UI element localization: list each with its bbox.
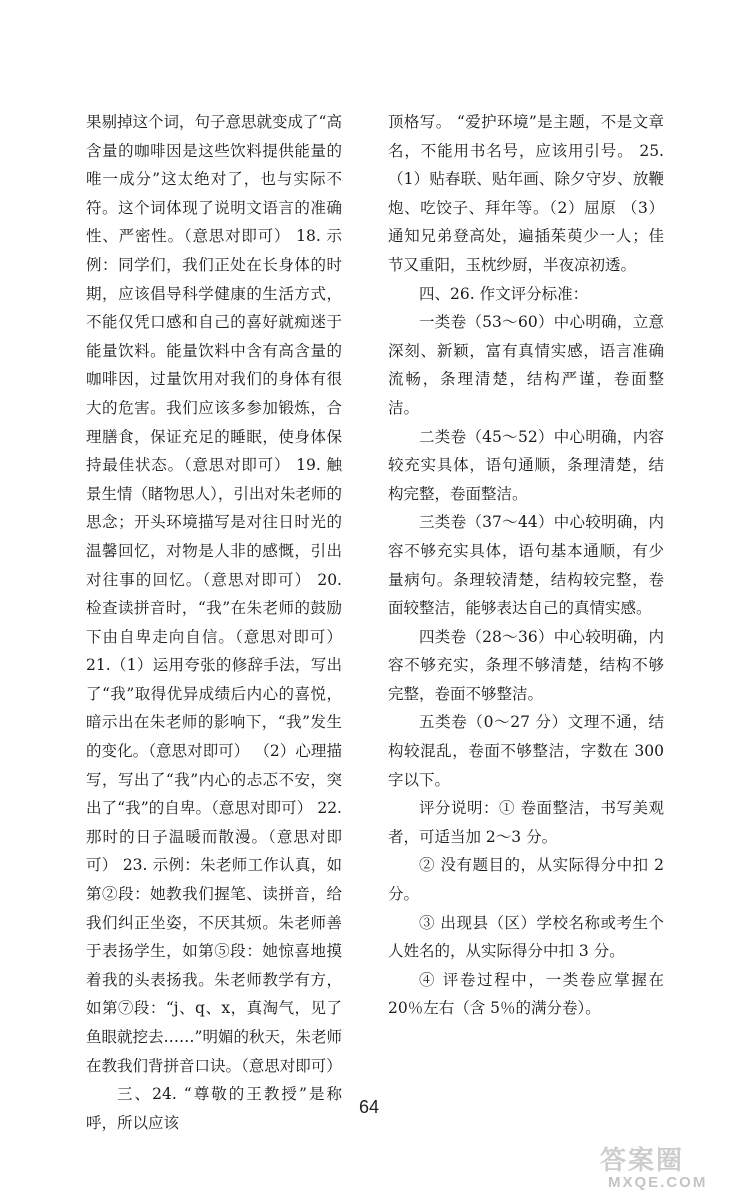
right-column [388, 108, 664, 1023]
grade-three: 三类卷（37～44）中心较明确，内容不够充实具体，语句基本通顺，有少量病句。条理较清楚，结构较完整，卷面较整洁，能够表达自己的真情实感。 [388, 513, 664, 618]
answers-17-23: 果剔掉这个词，句子意思就变成了“高含量的咖啡因是这些饮料提供能量的唯一成分”这太绝对了，也与实际不符。这个词体现了说明文语言的准确性、严密性。（意思对即可） 18. 示例：同学们，我们正处在长身体的时期，应该倡导科学健康的生活方式，不能仅凭口感和自己的喜好就痴迷于能量饮料。能量饮料中含有高含量的咖啡因，过量饮用对我们的身体有很大的危害。我们应该多参加锻炼，合理膳食，保证充足的睡眠，使身体保持最佳状态。（意思对即可） 19. 触景生情（睹物思人），引出对朱老师的思念；开头环境描写是对往日时光的温馨回忆，对物是人非的感慨，引出对往事的回忆。（意思对即可） 20. 检查读拼音时，“我”在朱老师的鼓励下由自卑走向自信。（意思对即可） 21.（1）运用夸张的修辞手法，写出了“我”取得优异成绩后内心的喜悦，暗示出在朱老师的影响下，“我”发生的变化。（意思对即可） （2）心理描写，写出了“我”内心的忐忑不安，突出了“我”的自卑。（意思对即可） 22. 那时的日子温暖而散漫。（意思对即可） 23. 示例：朱老师工作认真，如第②段：她教我们握笔、读拼音，给我们纠正坐姿，不厌其烦。朱老师善于表扬学生，如第⑤段：她惊喜地摸着我的头表扬我。朱老师教学有方，如第⑦段：“j、q、x，真淘气，见了鱼眼就挖去……”明媚的秋天，朱老师在教我们背拼音口诀。（意思对即可） [86, 113, 342, 1075]
left-column [86, 108, 342, 1137]
watermark-top-text: 答案圈 [600, 1145, 685, 1175]
watermark-bottom-text: MXQE.COM [608, 1174, 708, 1191]
scoring-note-4: ④ 评卷过程中，一类卷应掌握在 20％左右（含 5％的满分卷）。 [388, 970, 664, 1018]
page-number: 64 [358, 1097, 380, 1117]
scoring-note-1: 评分说明：① 卷面整洁，书写美观者，可适当加 2～3 分。 [388, 799, 664, 846]
answer-24-start: 三、24. “尊敬的王教授”是称呼，所以应该 [86, 1085, 342, 1132]
section-four-heading: 四、26. 作文评分标准： [419, 284, 589, 303]
watermark-logo [600, 1140, 728, 1196]
scoring-note-2: ② 没有题目的，从实际得分中扣 2 分。 [388, 856, 664, 904]
grade-one: 一类卷（53～60）中心明确，立意深刻、新颖，富有真情实感，语言准确流畅，条理清楚，结构严谨，卷面整洁。 [388, 313, 664, 417]
scoring-note-3: ③ 出现县（区）学校名称或考生个人姓名的，从实际得分中扣 3 分。 [388, 913, 664, 961]
answers-24-25: 顶格写。 “爱护环境”是主题，不是文章名，不能用书名号，应该用引号。 25.（1）贴春联、贴年画、除夕守岁、放鞭炮、吃饺子、拜年等。（2）屈原 （3）通知兄弟登高处，遍插茱萸少一人；佳节又重阳，玉枕纱厨，半夜凉初透。 [388, 113, 664, 274]
grade-five: 五类卷（0～27 分）文理不通，结构较混乱，卷面不够整洁，字数在 300 字以下。 [388, 713, 664, 789]
grade-four: 四类卷（28～36）中心较明确，内容不够充实，条理不够清楚，结构不够完整，卷面不够整洁。 [388, 627, 664, 703]
grade-two: 二类卷（45～52）中心明确，内容较充实具体，语句通顺，条理清楚，结构完整，卷面整洁。 [388, 427, 664, 503]
